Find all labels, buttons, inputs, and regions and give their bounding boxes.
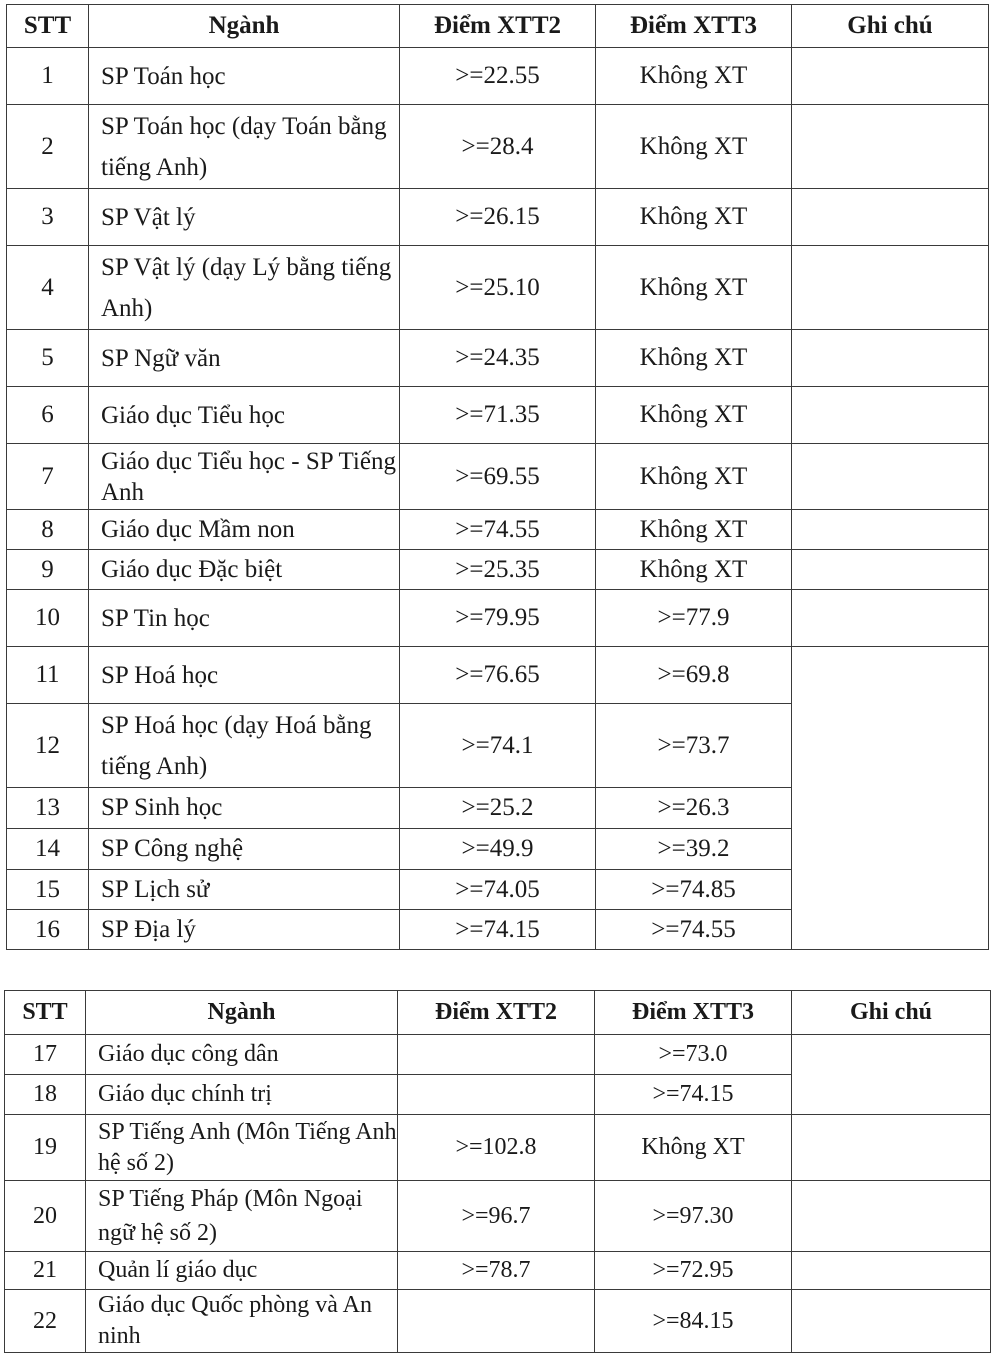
table-row: [5, 1115, 991, 1181]
header-stt: STT: [5, 991, 86, 1035]
cell-stt: 17: [5, 1035, 86, 1075]
table-row: [7, 387, 989, 444]
cell-stt: 22: [5, 1290, 86, 1353]
cell-xtt3: Không XT: [596, 48, 792, 105]
cell-nganh: SP Vật lý: [89, 189, 400, 246]
cell-nganh: Giáo dục công dân: [86, 1035, 398, 1075]
cell-stt: 2: [7, 105, 89, 189]
cell-stt: 13: [7, 788, 89, 829]
cell-xtt2: >=26.15: [400, 189, 596, 246]
cell-ghichu: [792, 510, 989, 550]
cell-xtt3: Không XT: [596, 189, 792, 246]
cell-ghichu: [792, 48, 989, 105]
cell-nganh: SP Địa lý: [89, 910, 400, 950]
table-row: [5, 1252, 991, 1290]
table-row: [7, 590, 989, 647]
cell-ghichu: [792, 1252, 991, 1290]
table-row: [7, 48, 989, 105]
cell-xtt2: >=74.05: [400, 870, 596, 910]
cell-xtt3: Không XT: [596, 444, 792, 510]
cell-xtt3: >=26.3: [596, 788, 792, 829]
cell-nganh: SP Hoá học (dạy Hoá bằng tiếng Anh): [89, 704, 400, 788]
cell-xtt2: >=102.8: [398, 1115, 595, 1181]
cell-stt: 4: [7, 246, 89, 330]
cell-xtt2: [398, 1290, 595, 1353]
cell-ghichu-merged: [792, 1035, 991, 1115]
cell-xtt3: Không XT: [595, 1115, 792, 1181]
cell-xtt2: >=25.35: [400, 550, 596, 590]
cell-xtt2: >=24.35: [400, 330, 596, 387]
cell-nganh: SP Tiếng Pháp (Môn Ngoại ngữ hệ số 2): [86, 1181, 398, 1252]
cell-stt: 19: [5, 1115, 86, 1181]
header-xtt2: Điểm XTT2: [398, 991, 595, 1035]
cell-xtt2: [398, 1075, 595, 1115]
cell-xtt3: >=39.2: [596, 829, 792, 870]
table-row: [7, 189, 989, 246]
cell-nganh: Giáo dục Đặc biệt: [89, 550, 400, 590]
cell-ghichu: [792, 590, 989, 647]
cell-xtt3: >=74.15: [595, 1075, 792, 1115]
cell-ghichu: [792, 1115, 991, 1181]
admission-table-2: [4, 990, 991, 1353]
cell-xtt2: >=49.9: [400, 829, 596, 870]
cell-ghichu: [792, 105, 989, 189]
cell-nganh: SP Hoá học: [89, 647, 400, 704]
cell-xtt2: >=78.7: [398, 1252, 595, 1290]
table-header-row: [5, 991, 991, 1035]
table-row: [7, 550, 989, 590]
table-row: [5, 1035, 991, 1075]
cell-nganh: SP Ngữ văn: [89, 330, 400, 387]
cell-stt: 3: [7, 189, 89, 246]
cell-nganh: Giáo dục Tiểu học - SP Tiếng Anh: [89, 444, 400, 510]
admission-table-1: [6, 4, 989, 950]
cell-nganh: SP Công nghệ: [89, 829, 400, 870]
cell-xtt3: >=73.0: [595, 1035, 792, 1075]
cell-xtt2: >=79.95: [400, 590, 596, 647]
cell-stt: 7: [7, 444, 89, 510]
cell-xtt2: >=74.1: [400, 704, 596, 788]
table-header-row: [7, 5, 989, 48]
table-row: [7, 510, 989, 550]
cell-stt: 5: [7, 330, 89, 387]
cell-xtt2: >=25.10: [400, 246, 596, 330]
table-row: [7, 246, 989, 330]
header-nganh: Ngành: [86, 991, 398, 1035]
cell-stt: 1: [7, 48, 89, 105]
cell-xtt3: Không XT: [596, 387, 792, 444]
cell-stt: 15: [7, 870, 89, 910]
header-ghichu: Ghi chú: [792, 5, 989, 48]
cell-xtt2: >=71.35: [400, 387, 596, 444]
cell-xtt3: >=72.95: [595, 1252, 792, 1290]
cell-stt: 10: [7, 590, 89, 647]
table-row: [7, 444, 989, 510]
header-xtt3: Điểm XTT3: [596, 5, 792, 48]
cell-stt: 18: [5, 1075, 86, 1115]
cell-stt: 21: [5, 1252, 86, 1290]
cell-stt: 8: [7, 510, 89, 550]
cell-nganh: Giáo dục chính trị: [86, 1075, 398, 1115]
cell-nganh: SP Lịch sử: [89, 870, 400, 910]
cell-stt: 12: [7, 704, 89, 788]
cell-ghichu: [792, 1181, 991, 1252]
cell-ghichu: [792, 330, 989, 387]
cell-xtt2: >=28.4: [400, 105, 596, 189]
header-xtt3: Điểm XTT3: [595, 991, 792, 1035]
cell-ghichu: [792, 189, 989, 246]
cell-xtt3: Không XT: [596, 510, 792, 550]
cell-xtt3: >=69.8: [596, 647, 792, 704]
cell-nganh: Giáo dục Quốc phòng và An ninh: [86, 1290, 398, 1353]
cell-ghichu: [792, 387, 989, 444]
cell-xtt2: >=74.15: [400, 910, 596, 950]
cell-stt: 11: [7, 647, 89, 704]
cell-nganh: Giáo dục Tiểu học: [89, 387, 400, 444]
cell-xtt3: >=74.85: [596, 870, 792, 910]
cell-xtt3: Không XT: [596, 105, 792, 189]
cell-xtt2: >=76.65: [400, 647, 596, 704]
header-nganh: Ngành: [89, 5, 400, 48]
cell-xtt3: Không XT: [596, 550, 792, 590]
cell-xtt2: >=69.55: [400, 444, 596, 510]
cell-xtt3: >=73.7: [596, 704, 792, 788]
cell-ghichu: [792, 550, 989, 590]
cell-xtt2: [398, 1035, 595, 1075]
cell-xtt3: >=97.30: [595, 1181, 792, 1252]
cell-xtt3: >=77.9: [596, 590, 792, 647]
cell-ghichu: [792, 1290, 991, 1353]
cell-nganh: SP Toán học (dạy Toán bằng tiếng Anh): [89, 105, 400, 189]
cell-xtt2: >=96.7: [398, 1181, 595, 1252]
cell-xtt3: >=74.55: [596, 910, 792, 950]
cell-nganh: SP Tiếng Anh (Môn Tiếng Anh hệ số 2): [86, 1115, 398, 1181]
header-ghichu: Ghi chú: [792, 991, 991, 1035]
table-row: [5, 1181, 991, 1252]
header-xtt2: Điểm XTT2: [400, 5, 596, 48]
cell-xtt2: >=74.55: [400, 510, 596, 550]
cell-xtt3: >=84.15: [595, 1290, 792, 1353]
cell-xtt2: >=22.55: [400, 48, 596, 105]
cell-stt: 16: [7, 910, 89, 950]
cell-ghichu: [792, 444, 989, 510]
cell-xtt2: >=25.2: [400, 788, 596, 829]
cell-nganh: SP Vật lý (dạy Lý bằng tiếng Anh): [89, 246, 400, 330]
cell-ghichu-merged: [792, 647, 989, 950]
cell-stt: 9: [7, 550, 89, 590]
table-row: [7, 647, 989, 704]
cell-nganh: Quản lí giáo dục: [86, 1252, 398, 1290]
header-stt: STT: [7, 5, 89, 48]
cell-nganh: Giáo dục Mầm non: [89, 510, 400, 550]
cell-xtt3: Không XT: [596, 246, 792, 330]
cell-nganh: SP Tin học: [89, 590, 400, 647]
table-row: [5, 1290, 991, 1353]
table-row: [7, 330, 989, 387]
cell-ghichu: [792, 246, 989, 330]
cell-nganh: SP Sinh học: [89, 788, 400, 829]
cell-stt: 20: [5, 1181, 86, 1252]
table-row: [7, 105, 989, 189]
cell-nganh: SP Toán học: [89, 48, 400, 105]
cell-stt: 6: [7, 387, 89, 444]
cell-xtt3: Không XT: [596, 330, 792, 387]
cell-stt: 14: [7, 829, 89, 870]
